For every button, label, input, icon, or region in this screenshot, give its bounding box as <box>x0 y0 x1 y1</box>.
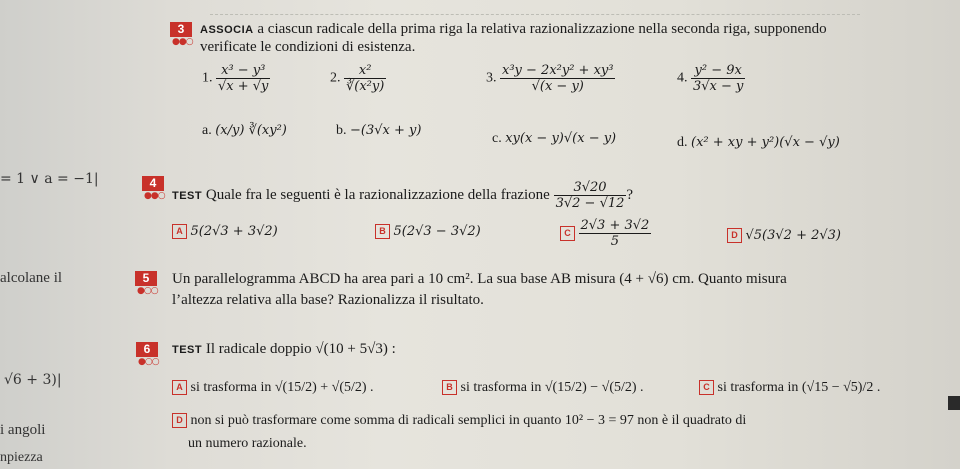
ex4-option-b-letter: B <box>375 224 390 239</box>
page-edge-marker <box>948 396 960 410</box>
ex6-option-a[interactable] <box>172 380 374 396</box>
ex3-item-3 <box>486 63 615 94</box>
ex4-option-a-letter: A <box>172 224 187 239</box>
exercise-4-text: Quale fra le seguenti è la razionalizzazione della frazione <box>205 186 550 203</box>
ex3-item-c-label: c. <box>492 131 502 146</box>
exercise-5-number: 5 <box>135 271 157 286</box>
exercise-3-keyword: ASSOCIA <box>200 24 254 36</box>
ex6-option-b-text: si trasforma in √(15/2) − √(5/2) . <box>460 380 644 395</box>
ex6-option-d-line1: non si può trasformare come somma di radicali semplici in quanto 10² − 3 = 97 non è il quadrato di <box>190 413 747 428</box>
ex3-item-1-num: x³ − y³ <box>216 63 270 79</box>
exercise-6-text: Il radicale doppio √(10 + 5√3) : <box>205 341 396 357</box>
ex3-item-3-label: 3. <box>486 70 497 86</box>
exercise-6-question <box>172 341 396 358</box>
exercise-3-difficulty: ●●○ <box>172 37 193 47</box>
ex6-option-c[interactable] <box>699 380 880 396</box>
margin-fragment-2: alcolane il <box>0 270 63 286</box>
exercise-4-question <box>172 180 633 211</box>
margin-fragment-5: npiezza <box>0 450 43 465</box>
ex3-item-2 <box>330 63 386 94</box>
ex3-item-d-label: d. <box>677 135 688 150</box>
ex3-item-2-num: x² <box>344 63 386 79</box>
exercise-3-line1 <box>200 21 827 38</box>
margin-fragment-3: √6 + 3)| <box>4 372 62 388</box>
ex4-option-c[interactable] <box>560 218 651 249</box>
ex6-option-d-letter: D <box>172 413 187 428</box>
ex4-option-c-num: 2√3 + 3√2 <box>580 218 650 233</box>
exercise-4-frac-den: 3√2 − √12 <box>555 196 625 211</box>
ex3-item-d <box>677 135 840 151</box>
ex3-item-b <box>336 123 421 139</box>
dashed-divider <box>210 14 860 15</box>
ex4-option-c-den: 5 <box>610 234 620 249</box>
ex3-item-d-expr: (x² + xy + y²)(√x − √y) <box>691 135 840 150</box>
exercise-6-number: 6 <box>136 342 158 357</box>
exercise-5-line2: l’altezza relativa alla base? Razionalizza il risultato. <box>172 292 484 308</box>
ex3-item-c-expr: xy(x − y)√(x − y) <box>505 131 617 146</box>
ex6-option-d[interactable] <box>172 413 746 429</box>
exercise-4-number: 4 <box>142 176 164 191</box>
ex6-option-a-letter: A <box>172 380 187 395</box>
exercise-6-keyword: TEST <box>172 344 203 356</box>
ex6-option-d-line2: un numero razionale. <box>188 436 307 451</box>
ex4-option-b-text: 5(2√3 − 3√2) <box>393 224 481 239</box>
ex4-option-d-text: √5(3√2 + 2√3) <box>745 228 842 243</box>
ex4-option-c-letter: C <box>560 226 575 241</box>
exercise-6-difficulty: ●○○ <box>138 357 159 367</box>
ex3-item-4-label: 4. <box>677 70 688 86</box>
ex6-option-b-letter: B <box>442 380 457 395</box>
ex3-item-1-label: 1. <box>202 70 213 86</box>
exercise-4-keyword: TEST <box>172 189 203 202</box>
ex6-option-b[interactable] <box>442 380 644 396</box>
ex3-item-4-num: y² − 9x <box>691 63 745 79</box>
exercise-4-difficulty: ●●○ <box>144 191 165 201</box>
ex3-item-2-den: ∛(x²y) <box>346 79 385 94</box>
ex4-option-a[interactable] <box>172 224 278 240</box>
ex4-option-d-letter: D <box>727 228 742 243</box>
ex3-item-3-den: √(x − y) <box>531 79 584 94</box>
exercise-5-difficulty: ●○○ <box>137 286 158 296</box>
ex6-option-c-letter: C <box>699 380 714 395</box>
exercise-4-qmark: ? <box>626 186 634 203</box>
exercise-3-number: 3 <box>170 22 192 37</box>
margin-fragment-4: i angoli <box>0 422 46 438</box>
ex4-option-d[interactable] <box>727 228 841 244</box>
ex3-item-b-expr: −(3√x + y) <box>350 123 422 138</box>
ex3-item-b-label: b. <box>336 123 347 138</box>
exercise-4-frac-num: 3√20 <box>554 180 627 196</box>
ex3-item-a-expr: (x/y) ∛(xy²) <box>215 123 287 138</box>
ex3-item-4 <box>677 63 745 94</box>
ex3-item-1 <box>202 63 270 94</box>
margin-fragment-1: = 1 ∨ a = −1| <box>0 171 99 187</box>
ex3-item-3-num: x³y − 2x²y² + xy³ <box>502 63 614 78</box>
exercise-5-line1: Un parallelogramma ABCD ha area pari a 10 cm². La sua base AB misura (4 + √6) cm. Quanto misura <box>172 271 787 287</box>
ex3-item-c <box>492 131 616 147</box>
ex3-item-2-label: 2. <box>330 70 341 86</box>
ex6-option-a-text: si trasforma in √(15/2) + √(5/2) . <box>190 380 374 395</box>
ex3-item-a <box>202 123 287 139</box>
ex4-option-b[interactable] <box>375 224 481 240</box>
ex3-item-a-label: a. <box>202 123 212 138</box>
ex6-option-c-text: si trasforma in (√15 − √5)/2 . <box>717 380 881 395</box>
ex4-option-a-text: 5(2√3 + 3√2) <box>190 224 278 239</box>
exercise-3-text: a ciascun radicale della prima riga la relativa razionalizzazione nella seconda riga, supponendo <box>257 21 827 37</box>
ex3-item-4-den: 3√x − y <box>693 79 744 94</box>
ex3-item-1-den: √x + √y <box>218 79 269 94</box>
exercise-3-line2: verificate le condizioni di esistenza. <box>200 39 416 55</box>
